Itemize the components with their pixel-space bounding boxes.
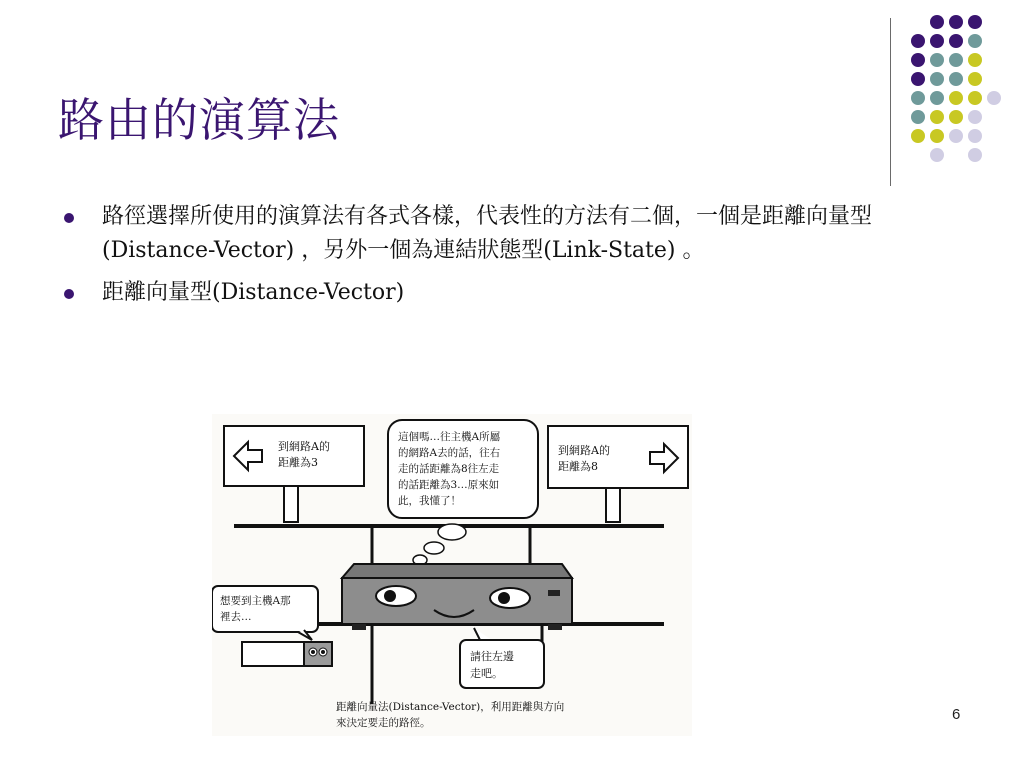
decorative-dot: [968, 91, 982, 105]
bullet-text: 路徑選擇所使用的演算法有各式各樣，代表性的方法有二個，一個是距離向量型(Distance-Vector) ，另外一個為連結狀態型(Link-State) 。: [102, 204, 873, 263]
decorative-dot: [949, 53, 963, 67]
distance-vector-illustration: [212, 414, 692, 736]
packet-speech-bubble: [212, 586, 318, 640]
decorative-dot: [949, 34, 963, 48]
right-sign-text: 距離為8: [558, 460, 598, 473]
decorative-dot: [911, 91, 925, 105]
thought-bubble-text: 的網路A去的話，往右: [398, 447, 501, 459]
decorative-dot: [949, 72, 963, 86]
decorative-dot: [930, 53, 944, 67]
decorative-dot: [930, 91, 944, 105]
title-divider-line: [890, 18, 891, 186]
page-number: 6: [952, 706, 961, 723]
decorative-dot: [911, 53, 925, 67]
packet-bubble-text: 想要到主機A那: [220, 595, 291, 607]
thought-bubble-text: 這個嗎…往主機A所屬: [398, 431, 501, 443]
decorative-dot: [911, 110, 925, 124]
decorative-dot: [987, 91, 1001, 105]
decorative-dot-grid: [900, 12, 1010, 172]
bullet-item: [62, 276, 922, 310]
decorative-dot: [968, 15, 982, 29]
packet-bubble-text: 裡去…: [220, 611, 252, 623]
decorative-dot: [968, 110, 982, 124]
thought-bubble-text: 的話距離為3…原來如: [398, 479, 500, 491]
decorative-dot: [968, 72, 982, 86]
decorative-dot: [911, 34, 925, 48]
decorative-dot: [949, 129, 963, 143]
decorative-dot: [911, 72, 925, 86]
thought-bubble-text: 走的話距離為8往左走: [398, 463, 500, 475]
decorative-dot: [968, 34, 982, 48]
left-sign-text: 到網路A的: [278, 440, 330, 453]
decorative-dot: [968, 129, 982, 143]
router-bubble-text: 請往左邊: [470, 650, 514, 663]
decorative-dot: [930, 72, 944, 86]
bullet-item: [62, 200, 922, 268]
decorative-dot: [949, 91, 963, 105]
bullet-dot-icon: [64, 289, 74, 299]
decorative-dot: [949, 15, 963, 29]
bullet-list: [62, 200, 922, 318]
right-sign-text: 到網路A的: [558, 444, 610, 457]
slide-title: 路由的演算法: [58, 93, 340, 147]
decorative-dot: [930, 148, 944, 162]
thought-bubble-text: 此，我懂了！: [398, 495, 461, 507]
figure-caption: 來決定要走的路徑。: [336, 717, 431, 729]
router-bubble-text: 走吧。: [470, 667, 503, 680]
decorative-dot: [930, 110, 944, 124]
decorative-dot: [930, 15, 944, 29]
left-sign-text: 距離為3: [278, 456, 318, 469]
decorative-dot: [911, 129, 925, 143]
router-character: [342, 564, 572, 630]
figure-caption: 距離向量法(Distance-Vector)，利用距離與方向: [336, 701, 565, 713]
decorative-dot: [968, 53, 982, 67]
bullet-dot-icon: [64, 213, 74, 223]
packet-character: [242, 642, 332, 666]
decorative-dot: [949, 110, 963, 124]
decorative-dot: [930, 34, 944, 48]
decorative-dot: [968, 148, 982, 162]
bullet-text: 距離向量型(Distance-Vector): [102, 280, 405, 305]
decorative-dot: [930, 129, 944, 143]
